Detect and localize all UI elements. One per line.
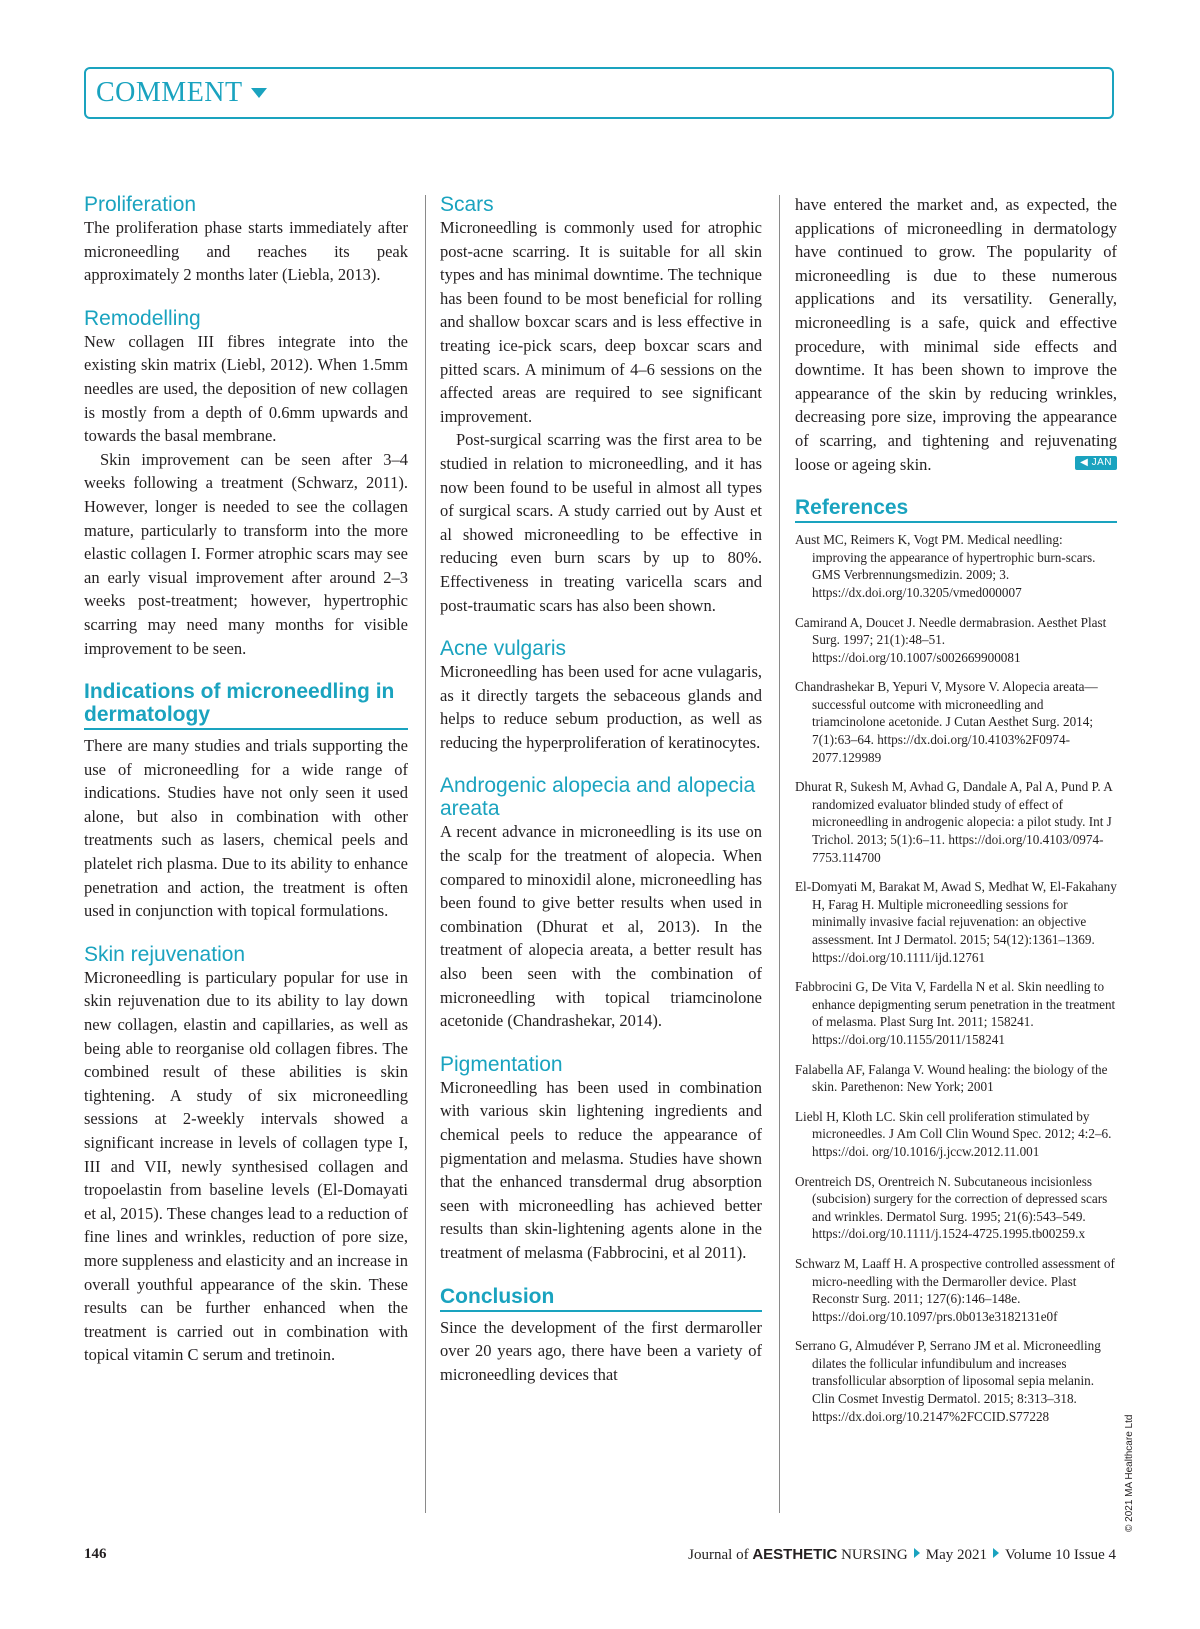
section-label: COMMENT	[96, 77, 243, 108]
scars-heading: Scars	[440, 193, 494, 216]
volume-issue: Volume 10 Issue 4	[1005, 1547, 1116, 1563]
triangle-right-icon	[914, 1548, 920, 1558]
conclusion-heading: Conclusion	[440, 1285, 762, 1312]
journal-name-bold: AESTHETIC	[752, 1546, 838, 1563]
issue-date: May 2021	[925, 1547, 988, 1563]
column-divider	[425, 195, 426, 1513]
pigmentation-heading: Pigmentation	[440, 1052, 563, 1076]
alopecia-heading: Androgenic alopecia and alopecia areata	[440, 774, 756, 821]
triangle-right-icon	[993, 1548, 999, 1558]
indications-heading: Indications of microneedling in dermatology	[84, 680, 408, 730]
rejuvenation-paragraph: Microneedling is particulary popular for use in skin rejuvenation due to its ability to lay down new collagen, elastin and capillaries, as well as being able to reorganise old collagen fibres. The combined result of these abilities is skin tightening. A study of six microneedling sessions at 2-weekly intervals showed a significant increase in levels of collagen type I, III and VII, newly synthesised collagen and tropoelastin from baseline levels (El-Domayati et al, 2015). These changes lead to a reduction of fine lines and wrinkles, reduction of pore size, more suppleness and elasticity and an increase in overall youthful appearance of the skin. These results can be further enhanced when the treatment is carried out in combination with topical vitamin C serum and tretinoin.	[84, 967, 408, 1365]
reference-item: Chandrashekar B, Yepuri V, Mysore V. Alopecia areata—successful outcome with microneedling and triamcinolone acetonide. J Cutan Aesthet Surg. 2014; 7(1):63–64. https://dx.doi.org/10.4103%2F0974-2077.129989	[795, 679, 1098, 765]
journal-suffix: NURSING	[841, 1547, 908, 1563]
scars-paragraph-2: Post-surgical scarring was the first area to be studied in relation to microneedling, and it has now been found to be useful in almost all types of surgical scars. A study carried out by Aust et al showed microneedling to be effective in reducing even burn scars by up to 80%. Effectiveness in treating varicella scars and post-traumatic scars has also been shown.	[440, 430, 762, 615]
references-list	[795, 531, 1117, 1425]
reference-item: Falabella AF, Falanga V. Wound healing: the biology of the skin. Parethenon: New York; 2001	[795, 1061, 1108, 1095]
pigmentation-paragraph: Microneedling has been used in combination with various skin lightening ingredients and chemical peels to reduce the appearance of pigmentation and melasma. Studies have shown that the enhanced transdermal drug absorption seen with microneedling has achieved better results than skin-lightening agents alone in the treatment of melasma (Fabbrocini, et al 2011).	[440, 1077, 762, 1262]
column-divider	[779, 195, 780, 1513]
reference-item: Fabbrocini G, De Vita V, Fardella N et al. Skin needling to enhance depigmenting serum penetration in the treatment of melasma. Plast Surg Int. 2011; 158241. https://doi.org/10.1155/2011/158241	[795, 979, 1116, 1047]
triangle-down-icon	[251, 88, 267, 98]
conclusion-paragraph: Since the development of the first dermaroller over 20 years ago, there have been a variety of microneedling devices that	[440, 1317, 762, 1384]
conclusion-continued-text: have entered the market and, as expected, the applications of microneedling in dermatology have continued to grow. The popularity of microneedling is due to these numerous applications and its versatility. Generally, microneedling is a safe, quick and effective procedure, with minimal side effects and downtime. It has been shown to improve the appearance of the skin by reducing wrinkles, decreasing pore size, improving the appearance of scarring, and tightening and rejuvenating loose or ageing skin.	[795, 195, 1117, 474]
page-number: 146	[84, 1546, 107, 1562]
proliferation-heading: Proliferation	[84, 193, 197, 216]
column-2	[440, 193, 762, 1386]
references-heading: References	[795, 496, 1117, 523]
indications-paragraph: There are many studies and trials supporting the use of microneedling for a wide range of indications. Studies have not only seen it used alone, but also in combination with other treatments such as lasers, chemical peels and platelet rich plasma. Due to its ability to enhance penetration and action, the treatment is often used in conjunction with topical formulations.	[84, 736, 408, 921]
reference-item: Liebl H, Kloth LC. Skin cell proliferation stimulated by microneedles. J Am Coll Clin Wound Spec. 2012; 4:2–6. https://doi. org/10.1016/j.jccw.2012.11.001	[795, 1108, 1112, 1159]
reference-item: Serrano G, Almudéver P, Serrano JM et al. Microneedling dilates the follicular infundibulum and increases transfollicular absorption of liposomal sepia melanin. Clin Cosmet Investig Dermatol. 2015; 8:313–318. https://dx.doi.org/10.2147%2FCCID.S77228	[795, 1338, 1101, 1424]
acne-heading: Acne vulgaris	[440, 637, 567, 661]
conclusion-continued	[795, 193, 1117, 476]
journal-footer	[688, 1546, 1116, 1564]
acne-paragraph: Microneedling has been used for acne vulagaris, as it directly targets the sebaceous glands and helps to reduce sebum production, as well as reducing the hyperproliferation of keratinocytes.	[440, 662, 762, 752]
remodelling-paragraph-2: Skin improvement can be seen after 3–4 weeks following a treatment (Schwarz, 2011). However, longer is needed to see the collagen mature, particularly to transform into the more elastic collagen I. Former atrophic scars may see an early visual improvement after around 2–3 weeks post-treatment; however, hypertrophic scarring may need many months for visible improvement to be seen.	[84, 449, 408, 658]
remodelling-heading: Remodelling	[84, 306, 201, 330]
proliferation-paragraph: The proliferation phase starts immediately after microneedling and reaches its peak approximately 2 months later (Liebla, 2013).	[84, 218, 408, 285]
reference-item: Camirand A, Doucet J. Needle dermabrasion. Aesthet Plast Surg. 1997; 21(1):48–51. https://doi.org/10.1007/s002669900081	[795, 614, 1107, 665]
remodelling-paragraph-1: New collagen III fibres integrate into the existing skin matrix (Liebl, 2012). When 1.5mm needles are used, the deposition of new collagen is mostly from a depth of 0.6mm upwards and towards the basal membrane.	[84, 331, 408, 446]
alopecia-paragraph: A recent advance in microneedling is its use on the scalp for the treatment of alopecia. When compared to minoxidil alone, microneedling has been found to give better results when used in combination (Dhurat et al, 2013). In the treatment of alopecia areata, a better result has also been seen with the combination of microneedling with topical triamcinolone acetonide (Chandrashekar, 2014).	[440, 822, 762, 1031]
column-3	[795, 193, 1117, 1437]
section-header	[84, 67, 1114, 119]
end-of-article-badge: ◀ JAN	[1075, 456, 1117, 470]
reference-item: Schwarz M, Laaff H. A prospective controlled assessment of micro-needling with the Dermaroller device. Plast Reconstr Surg. 2011; 127(6):146–148e. https://doi.org/10.1097/prs.0b013e3182131e0f	[795, 1255, 1115, 1324]
reference-item: Dhurat R, Sukesh M, Avhad G, Dandale A, Pal A, Pund P. A randomized evaluator blinded study of effect of microneedling in androgenic alopecia: a pilot study. Int J Trichol. 2013; 5(1):6–11. https://doi.org/10.4103/0974-7753.114700	[795, 779, 1112, 865]
reference-item: Orentreich DS, Orentreich N. Subcutaneous incisionless (subcision) surgery for the correction of depressed scars and wrinkles. Dermatol Surg. 1995; 21(6):543–549. https://doi.org/10.1111/j.1524-4725.1995.tb00259.x	[795, 1173, 1108, 1242]
rejuvenation-heading: Skin rejuvenation	[84, 942, 246, 966]
reference-item: El-Domyati M, Barakat M, Awad S, Medhat W, El-Fakahany H, Farag H. Multiple microneedling sessions for minimally invasive facial rejuvenation: an objective assessment. Int J Dermatol. 2015; 54(12):1361–1369. https://doi.org/10.1111/ijd.12761	[795, 879, 1117, 965]
scars-paragraph-1: Microneedling is commonly used for atrophic post-acne scarring. It is suitable for all skin types and has minimal downtime. The technique has been found to be most beneficial for rolling and shallow boxcar scars and is less effective in treating ice-pick scars, deep boxcar scars and pitted scars. A minimum of 4–6 sessions on the affected areas are required to see significant improvement.	[440, 218, 762, 426]
journal-prefix: Journal of	[688, 1547, 749, 1563]
column-1	[84, 193, 408, 1367]
reference-item: Aust MC, Reimers K, Vogt PM. Medical needling: improving the appearance of hypertrophic burn-scars. GMS Verbrennungsmedizin. 2009; 3. https://dx.doi.org/10.3205/vmed000007	[795, 532, 1096, 600]
copyright-notice: © 2021 MA Healthcare Ltd	[1124, 1414, 1135, 1532]
